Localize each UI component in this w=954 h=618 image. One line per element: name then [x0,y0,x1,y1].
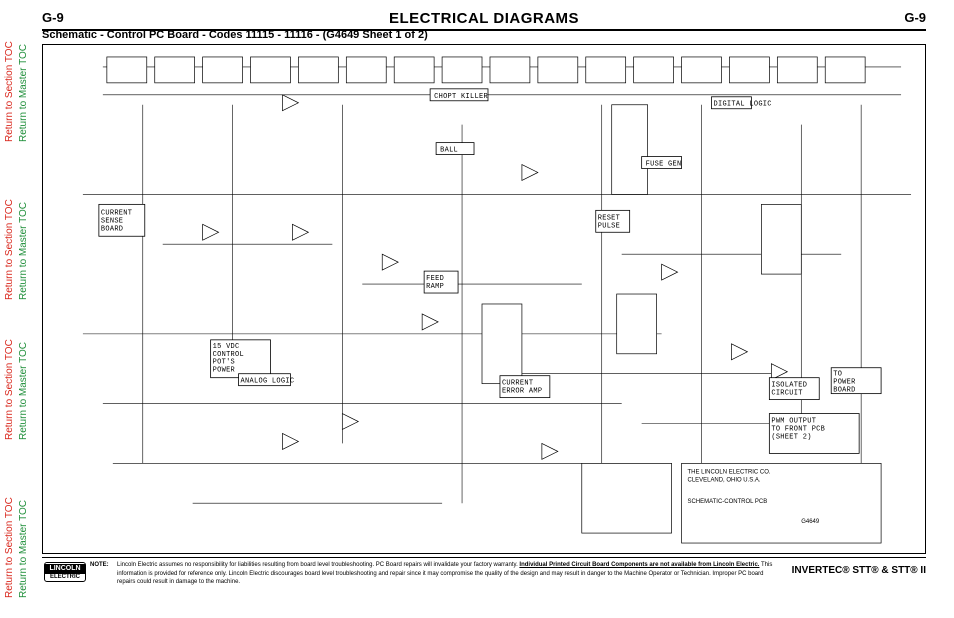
title-block-drawing-title: SCHEMATIC-CONTROL PCB [687,499,768,506]
current-error-amp-label: CURRENT ERROR AMP [501,379,543,396]
to-power-board-label: TO POWER BOARD [833,370,856,395]
logo-subtext: ELECTRIC [50,574,80,580]
feed-ramp-label: FEED RAMP [426,275,445,292]
product-name: INVERTEC® STT® & STT® II [791,565,926,576]
return-to-section-toc-link[interactable]: Return to Section TOC [4,41,15,142]
note-text-part-2: This information is provided for reference only. Lincoln Electric discourages board level troubleshooting and repair since it may compromise the quality of the design and may result in danger to the Machine Operator or Technician. Improper PC board repairs could result in damage to the machine. [117,562,773,585]
title-block-company: THE LINCOLN ELECTRIC CO. [687,469,771,476]
return-to-master-toc-link[interactable]: Return to Master TOC [18,342,29,440]
page-title: ELECTRICAL DIAGRAMS [388,10,580,27]
ball-label: BALL [440,146,459,155]
schematic-diagram [42,44,926,554]
note-emphasis: Individual Printed Circuit Board Components are not available from Lincoln Electric. [519,562,760,568]
digital-logic-label: DIGITAL LOGIC [713,100,772,109]
pwm-output-label: PWM OUTPUT TO FRONT PCB (SHEET 2) [771,417,826,442]
note-label: NOTE: [90,562,109,568]
return-to-master-toc-link[interactable]: Return to Master TOC [18,202,29,300]
logo-wordmark: LINCOLN [45,564,85,574]
block-labels [101,93,856,442]
fuse-gen-label: FUSE GEN [645,160,682,169]
isolated-circuit-label: ISOLATED CIRCUIT [771,381,808,398]
return-to-master-toc-link[interactable]: Return to Master TOC [18,500,29,598]
page-code-left: G-9 [42,10,64,25]
disclaimer-note [117,561,777,587]
title-block-city: CLEVELAND, OHIO U.S.A. [687,477,761,484]
page-code-right: G-9 [904,10,926,25]
op-amp-symbols [203,92,788,460]
footer-divider [42,557,926,558]
control-pots-power-label: 15 VDC CONTROL POT'S POWER [212,342,245,375]
return-to-master-toc-link[interactable]: Return to Master TOC [18,44,29,142]
diagram-subtitle: Schematic - Control PC Board - Codes 11115 - 11116 - (G4649 Sheet 1 of 2) [42,29,428,41]
current-sense-board-label: CURRENT SENSE BOARD [100,209,133,234]
return-to-section-toc-link[interactable]: Return to Section TOC [4,339,15,440]
reset-pulse-label: RESET PULSE [597,214,621,231]
lincoln-electric-logo [44,562,86,582]
title-block-drawing-number: G4649 [801,519,820,526]
chopt-killer-label: CHOPT KILLER [434,92,488,101]
return-to-section-toc-link[interactable]: Return to Section TOC [4,497,15,598]
schematic-drawing [43,45,925,553]
return-to-section-toc-link[interactable]: Return to Section TOC [4,199,15,300]
note-text-part-1: Lincoln Electric assumes no responsibility for liabilities resulting from board level troubleshooting. PC Board repairs will invalidate your factory warranty. [117,562,520,568]
analog-logic-label: ANALOG LOGIC [240,377,295,386]
toc-sidebar [0,0,40,618]
